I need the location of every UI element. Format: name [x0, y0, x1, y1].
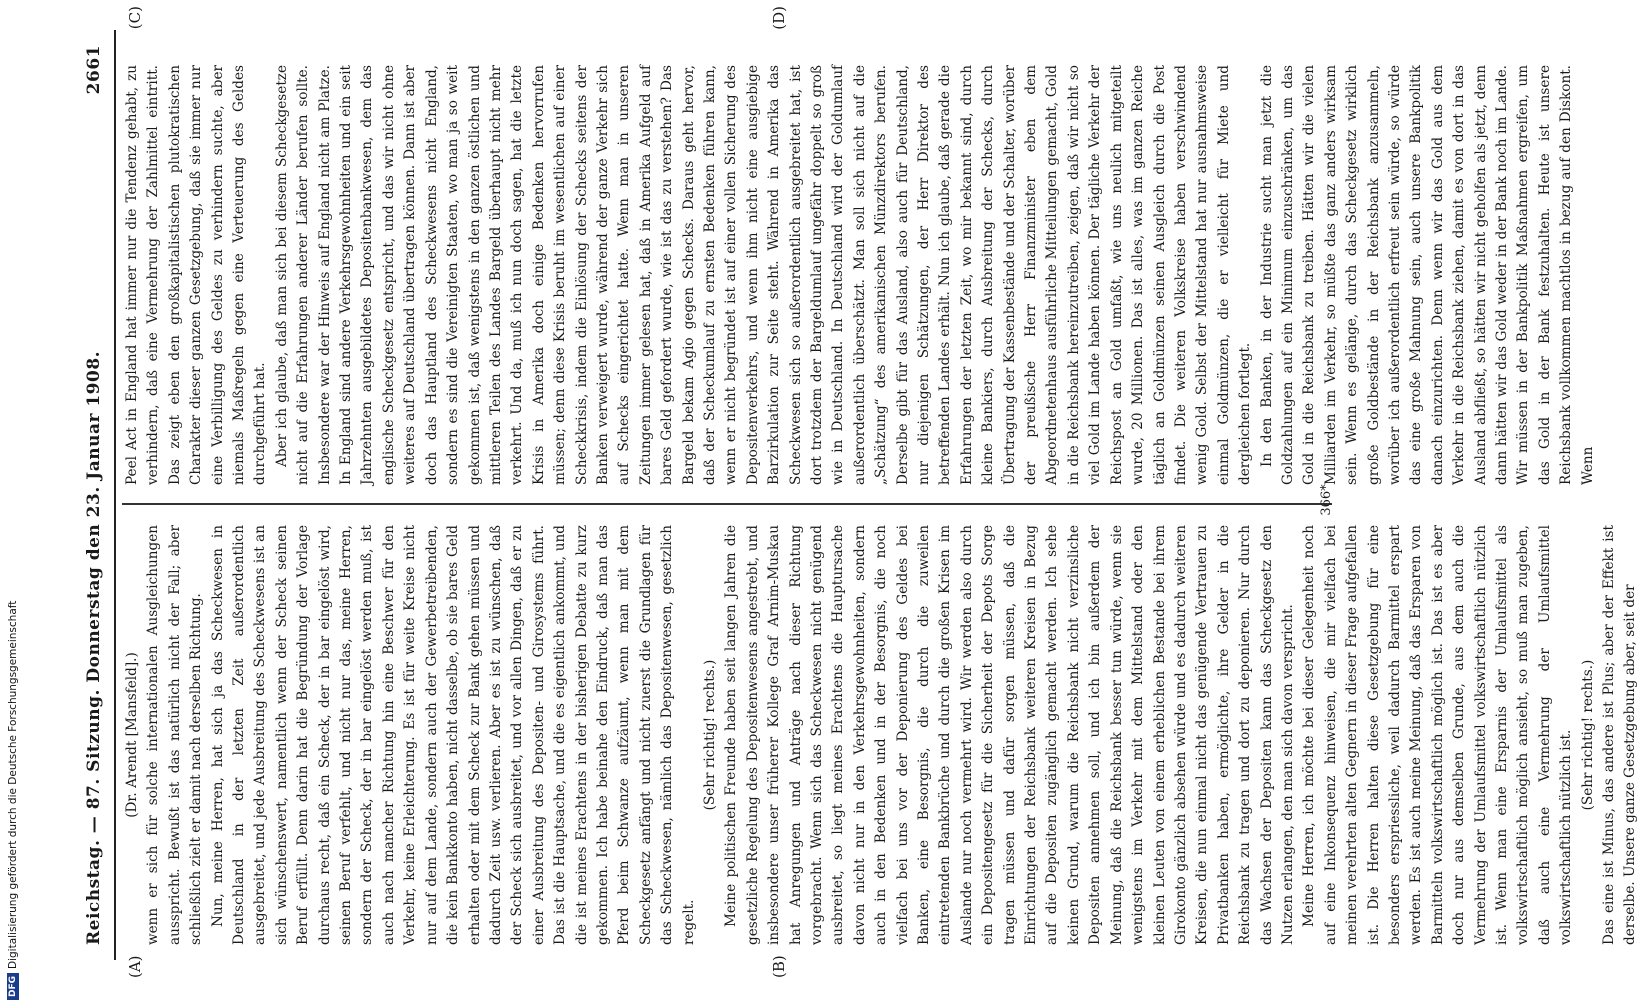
- paragraph: Aber ich glaube, daß man sich bei diesem Scheckgesetze nicht auf die Erfahrungen anderer Länder berufen sollte. Insbesondere war der Hinweis auf England nicht am Platze. In England sind andere Verkehrsgewohnheiten und ein seit Jahrzehnten ausgebildetes Depositenbankwesen, dem das englische Scheckgesetz entspricht, und das wir nicht ohne weiteres auf Deutschland übertragen können. Dann ist aber doch das Hauptland des Scheckwesens nicht England, sondern es sind die Vereinigten Staaten, wo man ja so weit gekommen ist, daß wenigstens in den ganzen östlichen und mittleren Teilen des Landes Bargeld überhaupt nicht mehr verkehrt. Und da, muß ich nun doch sagen, hat die letzte Krisis in Amerika doch einige Bedenken hervorrufen müssen; denn diese Krisis beruht im wesentlichen auf einer Scheckkrisis, indem die Einlösung der Schecks seitens der Banken verweigert wurde, während der ganze Verkehr sich auf Schecks eingerichtet hatte. Wenn man in unseren Zeitungen immer gelesen hat, daß in Amerika Aufgeld auf bares Geld gefordert wurde, wie ist das zu verstehen? Das Bargeld bekam Agio gegen Schecks. Daraus geht hervor, daß der Scheckumlauf zu ernsten Bedenken führen kann, wenn er nicht begründet ist auf einer vollen Sicherung des Depositenverkehrs, und wenn ihm nicht eine ausgiebige Barzirkulation zur Seite steht. Während in Amerika das Scheckwesen sich so außerordentlich ausgebreitet hat, ist dort trotzdem der Bargeldumlauf ungefähr doppelt so groß wie in Deutschland. In Deutschland wird der Goldumlauf außerordentlich überschätzt. Man soll sich nicht auf die „Schätzung“ des amerikanischen Münzdirektors berufen. Derselbe gibt für das Ausland, also auch für Deutschland, nur diejenigen Schätzungen, der Herr Direktor des betreffenden Landes erhält. Nun ich glaube, daß gerade die Erfahrungen der letzten Zeit, wo mir bekannt sind, durch kleine Bankiers, durch Ausbreitung der Schecks, durch Übertragung der Kassenbestände und der Schalter, worüber der preußische Herr Finanzminister eben dem Abgeordnetenhaus ausführliche Mitteilungen gemacht, Gold in die Reichsbank hereinzutreiben, zeigen, daß wir nicht so viel Gold im Lande haben können. Der tägliche Verkehr der Reichspost an Gold umfaßt, wie uns neulich mitgeteilt wurde, 20 Millionen. Das ist alles, was im ganzen Reiche täglich an Goldmünzen seinen Ausgleich durch die Post findet. Die weiteren Volkskreise haben verschwindend wenig Gold. Selbst der Mittelstand hat nur ausnahmsweise einmal Goldmünzen, die er vielleicht für Miete und dergleichen fortlegt.: [273, 65, 1254, 485]
- rotated-page: [70, 0, 1639, 1000]
- paragraph: Nun, meine Herren, hat sich ja das Scheckwesen in Deutschland in der letzten Zeit außerordentlich ausgebreitet, und jede Ausbreitung des Scheckwesens ist an sich wünschenswert, namentlich wenn der Scheck seinen Beruf erfüllt. Denn darin hat die Begründung der Vorlage durchaus recht, daß ein Scheck, der in bar eingelöst wird, seinen Beruf verfehlt, und nicht nur das, meine Herren, sondern der Scheck, der in bar eingelöst werden muß, ist auch nach mancher Richtung hin eine Beschwer für den Verkehr, keine Erleichterung. Es ist für weite Kreise nicht nur auf dem Lande, sondern auch der Gewerbetreibenden, die kein Bankkonto haben, nicht dasselbe, ob sie bares Geld erhalten oder mit dem Scheck zur Bank gehen müssen und dadurch Zeit usw. verlieren. Aber es ist zu wünschen, daß der Scheck sich ausbreitet, und vor allen Dingen, daß er zu einer Ausbreitung des Depositen- und Girosystems führt. Das ist die Hauptsache, und die es eigentlich ankommt, und die ist meines Erachtens in der bisherigen Debatte zu kurz gekommen. Ich habe beinahe den Eindruck, daß man das Pferd beim Schwanze aufzäumt, wenn man mit dem Scheckgesetz anfängt und nicht zuerst die Grundlagen für das Scheckwesen, nämlich das Depositenwesen, gesetzlich regelt.: [209, 525, 697, 945]
- dfg-logo: DFG: [7, 973, 19, 1000]
- header-page-number: 2661: [84, 45, 104, 95]
- speaker-label: (Dr. Arendt [Mansfeld].): [124, 652, 140, 818]
- paragraph: Peel Act in England hat immer nur die Tendenz gehabt, zu verhindern, daß eine Vermehrung der Zahlmittel eintritt. Das zeigt eben den großkapitalistischen plutokratischen Charakter dieser ganzen Gesetzgebung, daß sie immer nur eine Verbilligung des Geldes zu verhindern suchte, aber niemals Maßregeln gegen eine Verteuerung des Geldes durchgeführt hat.: [124, 65, 269, 485]
- paragraph: Meine politischen Freunde haben seit langen Jahren die gesetzliche Regelung des Depositenwesens angestrebt, und insbesondere unser früherer Kollege Graf Arnim-Muskau hat Anregungen und Anträge nach dieser Richtung vorgebracht. Wenn sich das Scheckwesen nicht genügend ausbreitet, so liegt meines Erachtens die Hauptursache davon nicht nur in den Verkehrsgewohnheiten, sondern auch in den Bedenken und in der Besorgnis, die noch vielfach bei uns vor der Deponierung des Geldes bei Banken, eine Besorgnis, die durch die zuweilen eintretenden Bankbrüche und durch die großen Krisen im Auslande nur noch vermehrt wird. Wir werden also durch ein Depositengesetz für die Sicherheit der Depots Sorge tragen müssen und dafür sorgen müssen, daß die Einrichtungen der Reichsbank weiteren Kreisen in Bezug auf die Depositen zugänglich gemacht werden. Ich sehe keinen Grund, warum die Reichsbank nicht verzinsliche Depositen annehmen soll, und ich bin außerdem der Meinung, daß die Reichsbank besser tun würde, wenn sie wenigstens im Verkehr mit dem Mittelstand oder den kleinen Leuten von einem erheblichen Bestande bei ihrem Girokonto gänzlich absehen würde und es dadurch weiteren Kreisen, die nun einmal nicht das genügende Vertrauen zu Privatbanken haben, ermöglichte, ihre Gelder in die Reichsbank zu tragen und dort zu deponieren. Nur durch das Wachsen der Depositen kann das Scheckgesetz den Nutzen erlangen, den man sich davon verspricht.: [723, 525, 1296, 945]
- margin-mark-b: (B): [770, 955, 788, 978]
- paragraph: In den Banken, in der Industrie sucht man jetzt die Goldzahlungen auf ein Minimum einzuschränken, um das Gold in die Reichsbank zu treiben. Hätten wir die vielen Milliarden im Verkehr, so müßte das ganz anders wirksam sein. Wenn es gelänge, durch das Scheckgesetz wirklich große Goldbestände in der Reichsbank anzusammeln, worüber ich außerordentlich erfreut sein würde, so würde das eine große Mahnung sein, auch unsere Bankpolitik danach einzurichten. Denn wenn wir das Gold aus dem Verkehr in die Reichsbank ziehen, damit es von dort in das Ausland abfließt, so hätten wir nicht geholfen als jetzt, denn dann hätten wir das Gold weder in der Bank noch im Lande. Wir müssen in der Bankpolitik Maßnahmen ergreifen, um das Gold in der Bank festzuhalten. Heute ist unsere Reichsbank vollkommen machtlos in bezug auf den Diskont. Wenn: [1258, 65, 1596, 485]
- credit-text: Digitalisierung gefördert durch die Deutsche Forschungsgemeinschaft: [7, 600, 19, 969]
- page-header: [84, 45, 114, 945]
- column-left: [122, 525, 1639, 945]
- paragraph: wenn er sich für solche internationalen Ausgleichungen ausspricht. Bewußt ist das natürlich nicht der Fall; aber schließlich zielt er damit nach derselben Richtung.: [145, 525, 205, 945]
- digitization-credit: [2, 0, 24, 1000]
- interjection: (Sehr richtig! rechts.): [1579, 659, 1596, 811]
- interjection: (Sehr richtig! rechts.): [701, 659, 718, 811]
- paragraph: Meine Herren, ich möchte bei dieser Gelegenheit noch auf eine Inkonsequenz hinweisen, die mir vielfach bei meinen verehrten alten Gegnern in dieser Frage aufgefallen ist. Die Herren halten diese Gesetzgebung für eine besonders erspriessliche, weil dadurch Barmittel erspart werden. Es ist auch meine Meinung, daß das Ersparen von Barmitteln volkswirtschaftlich möglich ist. Das ist es aber doch nur aus demselben Grunde, aus dem auch die Vermehrung der Umlaufsmittel volkswirtschaftlich nützlich ist. Wenn man eine Ersparnis der Umlaufsmittel als volkswirtschaftlich möglich ansieht, so muß man zugeben, daß auch eine Vermehrung der Umlaufsmittel volkswirtschaftlich nützlich ist.: [1301, 525, 1575, 945]
- column-right: [122, 65, 1596, 485]
- margin-mark-a: (A): [126, 955, 144, 978]
- footer-page-number: 366*: [1319, 484, 1334, 516]
- paragraph: Das eine ist Minus, das andere ist Plus; aber der Effekt ist derselbe. Unsere ganze Gesetzgebung aber, seit der: [1601, 525, 1639, 945]
- header-title: Reichstag. — 87. Sitzung. Donnerstag den 23. Januar 1908.: [84, 350, 104, 945]
- column-divider: [122, 503, 1332, 505]
- margin-mark-d: (D): [770, 6, 788, 30]
- document-page: [70, 0, 1639, 1000]
- margin-mark-c: (C): [126, 6, 144, 30]
- header-rule: [114, 30, 116, 960]
